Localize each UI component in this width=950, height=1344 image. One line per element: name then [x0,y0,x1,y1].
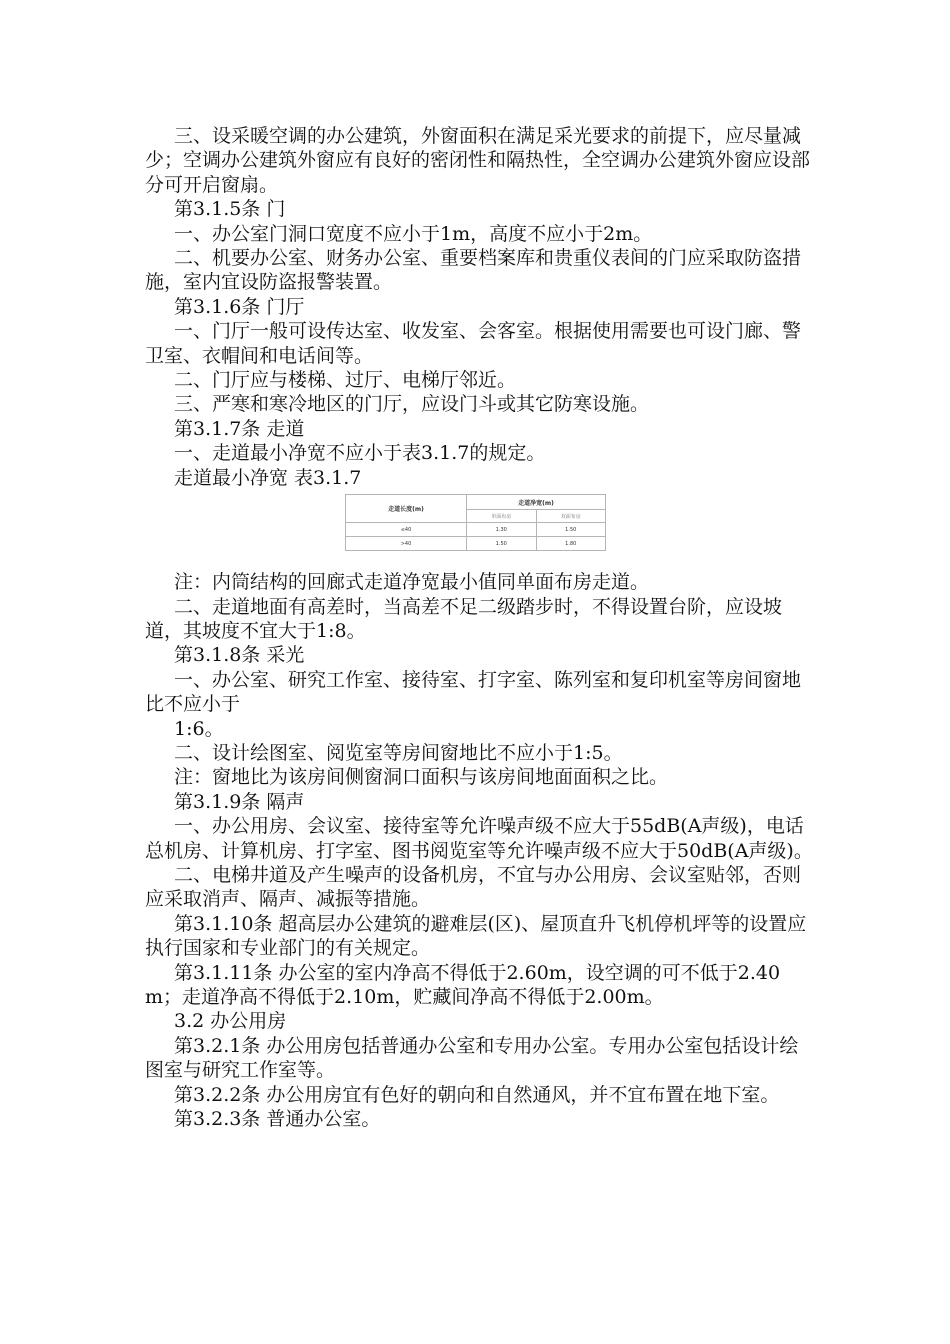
table-subheader-double: 双面布房 [536,510,606,523]
paragraph: 二、门厅应与楼梯、过厅、电梯厅邻近。 [174,369,517,392]
table-header-width: 走道净宽(m) [467,495,606,510]
table-cell-length: >40 [346,537,467,551]
paragraph: 第3.2.2条 办公用房宜有色好的朝向和自然通风，并不宜布置在地下室。 [174,1083,780,1106]
paragraph: 三、设采暖空调的办公建筑，外窗面积在满足采光要求的前提下，应尽量减少；空调办公建筑外窗应有良好的密闭性和隔热性，全空调办公建筑外窗应设部分可开启窗扇。 [145,125,811,196]
paragraph: 第3.1.8条 采光 [174,644,305,667]
paragraph: 1:6。 [174,717,224,740]
paragraph: 注：内筒结构的回廊式走道净宽最小值同单面布房走道。 [174,571,650,594]
paragraph: 二、机要办公室、财务办公室、重要档案库和贵重仪表间的门应采取防盗措施，室内宜设防盗报警装置。 [145,247,802,294]
table-row [346,537,606,551]
paragraph: 一、门厅一般可设传达室、收发室、会客室。根据使用需要也可设门廊、警卫室、衣帽间和电话间等。 [145,320,802,367]
paragraph: 第3.1.10条 超高层办公建筑的避难层(区)、屋顶直升飞机停机坪等的设置应执行国家和专业部门的有关规定。 [145,912,807,960]
paragraph: 3.2 办公用房 [174,1010,287,1033]
section-3-1-part-b [145,570,817,1131]
paragraph: 第3.1.7条 走道 [174,417,305,440]
paragraph: 第3.1.6条 门厅 [174,295,305,318]
table-3-1-7-container [145,490,817,570]
paragraph: 一、走道最小净宽不应小于表3.1.7的规定。 [174,442,546,465]
paragraph: 第3.1.9条 隔声 [174,790,305,813]
paragraph: 第3.2.1条 办公用房包括普通办公室和专用办公室。专用办公室包括设计绘图室与研究工作室等。 [145,1034,799,1082]
table-row [346,523,606,537]
paragraph: 二、走道地面有高差时，当高差不足二级踏步时，不得设置台阶，应设坡道，其坡度不宜大于1:8。 [145,595,783,642]
table-header-length: 走道长度(m) [346,495,467,523]
table-cell-single: 1.30 [467,523,537,537]
paragraph: 第3.2.3条 普通办公室。 [174,1108,381,1131]
table-cell-length: ≤40 [346,523,467,537]
paragraph: 第3.1.5条 门 [174,198,286,221]
paragraph: 一、办公室、研究工作室、接待室、打字室、陈列室和复印机室等房间窗地比不应小于 [145,668,802,716]
table-cell-single: 1.50 [467,537,537,551]
paragraph: 走道最小净宽 表3.1.7 [174,466,362,489]
paragraph: 注：窗地比为该房间侧窗洞口面积与该房间地面面积之比。 [174,766,669,789]
section-3-1-part-a [145,124,817,490]
paragraph: 二、设计绘图室、阅览室等房间窗地比不应小于1:5。 [174,741,623,764]
table-cell-double: 1.80 [536,537,606,551]
paragraph: 一、办公室门洞口宽度不应小于1m，高度不应小于2m。 [174,222,653,245]
document-body [145,124,817,1131]
table-cell-double: 1.50 [536,523,606,537]
paragraph: 第3.1.11条 办公室的室内净高不得低于2.60m，设空调的可不低于2.40m；走道净高不得低于2.10m，贮藏间净高不得低于2.00m。 [145,961,781,1008]
paragraph: 一、办公用房、会议室、接待室等允许噪声级不应大于55dB(A声级)，电话总机房、计算机房、打字室、图书阅览室等允许噪声级不应大于50dB(A声级)。 [145,815,813,862]
table-subheader-single: 单面布房 [467,510,537,523]
corridor-width-table [345,494,606,551]
paragraph: 二、电梯井道及产生噪声的设备机房，不宜与办公用房、会议室贴邻，否则应采取消声、隔声、减振等措施。 [145,863,802,911]
paragraph: 三、严寒和寒冷地区的门厅，应设门斗或其它防寒设施。 [174,393,650,416]
